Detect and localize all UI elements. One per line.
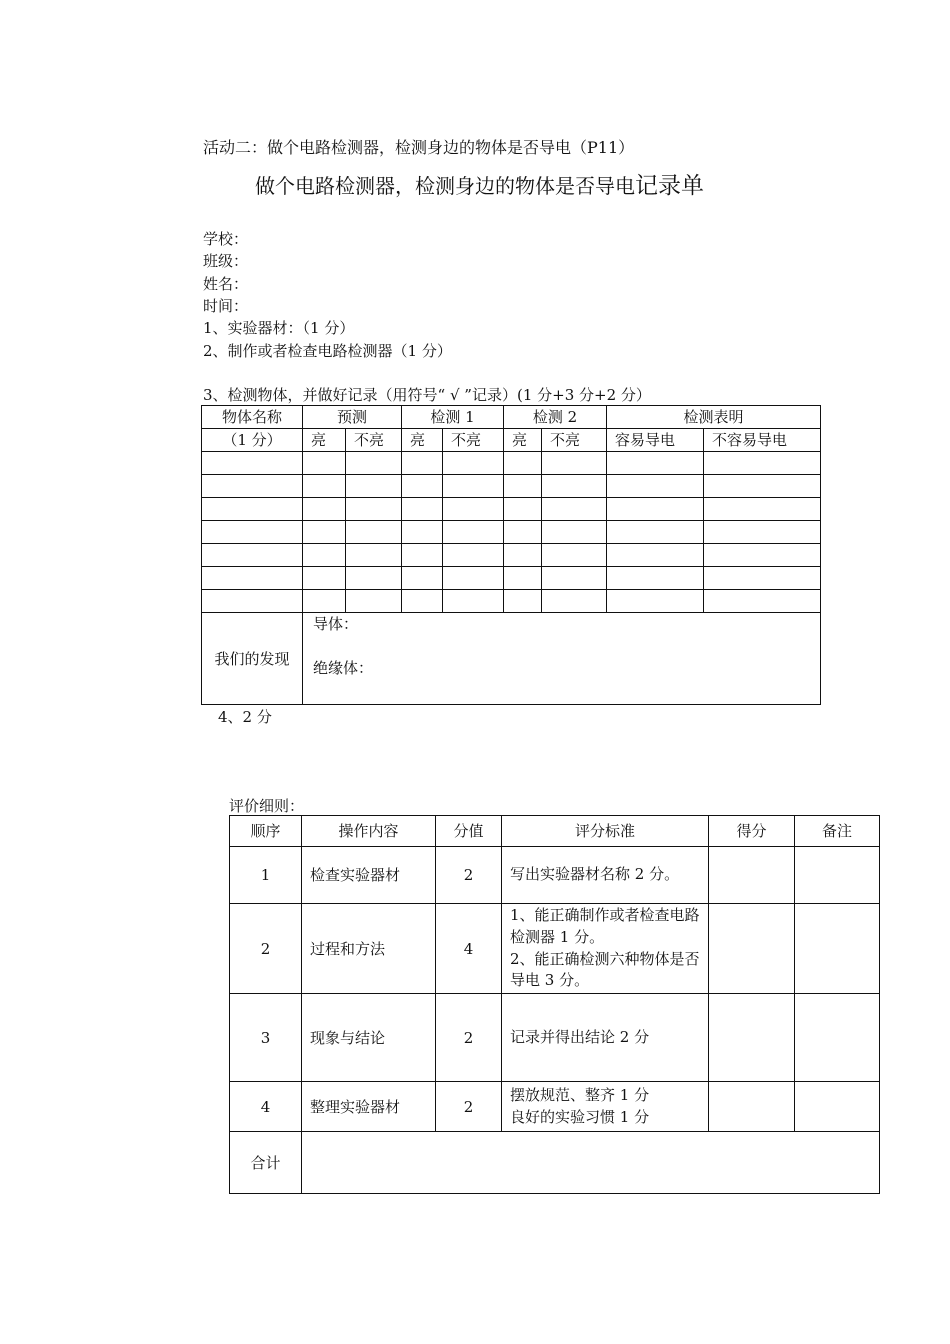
- school-field: 学校：: [203, 230, 249, 248]
- insulator-label: 绝缘体：: [313, 659, 374, 677]
- eval-order: 1: [230, 847, 302, 904]
- header-predict: 预测: [303, 406, 402, 429]
- eval-order: 2: [230, 904, 302, 994]
- item-3-test-objects: 3、检测物体，并做好记录（用符号“ √ ”记录）(1 分+3 分+2 分）: [203, 386, 651, 404]
- subheader-easy-conduct: 容易导电: [607, 429, 704, 452]
- eval-note-cell[interactable]: [795, 994, 880, 1082]
- eval-header-order: 顺序: [230, 816, 302, 847]
- eval-header-criteria: 评分标准: [502, 816, 709, 847]
- eval-criteria: 记录并得出结论 2 分: [502, 994, 709, 1082]
- item-4-score: 4、2 分: [218, 708, 272, 726]
- eval-content: 整理实验器材: [302, 1082, 436, 1132]
- table-row: [202, 590, 821, 613]
- eval-total-cell[interactable]: [302, 1132, 880, 1194]
- eval-content: 检查实验器材: [302, 847, 436, 904]
- eval-score: 4: [436, 904, 502, 994]
- eval-score: 2: [436, 994, 502, 1082]
- eval-score: 2: [436, 847, 502, 904]
- eval-header-got: 得分: [709, 816, 795, 847]
- eval-title: 评价细则：: [229, 797, 305, 815]
- findings-area[interactable]: [303, 613, 821, 705]
- table-row: [230, 847, 880, 904]
- object-cell[interactable]: [202, 498, 303, 521]
- eval-content: 过程和方法: [302, 904, 436, 994]
- header-object-name: 物体名称: [202, 406, 303, 429]
- eval-criteria: 1、能正确制作或者检查电路检测器 1 分。 2、能正确检测六种物体是否导电 3 分。: [502, 904, 709, 994]
- eval-header-note: 备注: [795, 816, 880, 847]
- findings-label: 我们的发现: [202, 613, 303, 705]
- header-result: 检测表明: [607, 406, 821, 429]
- object-cell[interactable]: [202, 590, 303, 613]
- eval-got-cell[interactable]: [709, 1082, 795, 1132]
- eval-order: 4: [230, 1082, 302, 1132]
- table-row: [202, 475, 821, 498]
- table-row: [202, 498, 821, 521]
- object-cell[interactable]: [202, 475, 303, 498]
- subheader-hard-conduct: 不容易导电: [704, 429, 821, 452]
- table-row: [230, 994, 880, 1082]
- name-field: 姓名：: [203, 275, 249, 293]
- evaluation-table: [229, 815, 880, 1194]
- eval-score: 2: [436, 1082, 502, 1132]
- table-row: [202, 452, 821, 475]
- subheader-lit: 亮: [402, 429, 443, 452]
- subheader-not-lit: 不亮: [346, 429, 402, 452]
- table-row: [202, 521, 821, 544]
- eval-criteria: 摆放规范、整齐 1 分 良好的实验习惯 1 分: [502, 1082, 709, 1132]
- record-table: [201, 405, 821, 705]
- class-field: 班级：: [203, 252, 249, 270]
- title-main: 做个电路检测器，检测身边的物体是否导电: [255, 174, 635, 198]
- record-sheet-title: [255, 173, 704, 201]
- object-cell[interactable]: [202, 544, 303, 567]
- eval-order: 3: [230, 994, 302, 1082]
- header-object-score: （1 分）: [202, 429, 303, 452]
- header-test-1: 检测 1: [402, 406, 504, 429]
- table-row: [230, 904, 880, 994]
- object-cell[interactable]: [202, 567, 303, 590]
- conductor-label: 导体：: [313, 615, 359, 633]
- eval-note-cell[interactable]: [795, 1082, 880, 1132]
- time-field: 时间：: [203, 297, 249, 315]
- eval-header-score: 分值: [436, 816, 502, 847]
- eval-criteria: 写出实验器材名称 2 分。: [502, 847, 709, 904]
- eval-header-content: 操作内容: [302, 816, 436, 847]
- table-row: [230, 1082, 880, 1132]
- header-test-2: 检测 2: [504, 406, 607, 429]
- subheader-lit: 亮: [303, 429, 346, 452]
- subheader-not-lit: 不亮: [542, 429, 607, 452]
- subheader-lit: 亮: [504, 429, 542, 452]
- eval-note-cell[interactable]: [795, 847, 880, 904]
- eval-note-cell[interactable]: [795, 904, 880, 994]
- eval-total-label: 合计: [230, 1132, 302, 1194]
- eval-got-cell[interactable]: [709, 994, 795, 1082]
- activity-heading: 活动二：做个电路检测器，检测身边的物体是否导电（P11）: [203, 138, 635, 157]
- eval-content: 现象与结论: [302, 994, 436, 1082]
- table-row: [202, 544, 821, 567]
- eval-got-cell[interactable]: [709, 847, 795, 904]
- item-2-make-detector: 2、制作或者检查电路检测器（1 分）: [203, 342, 452, 360]
- title-suffix: 记录单: [635, 173, 704, 199]
- item-1-materials: 1、实验器材：（1 分）: [203, 319, 355, 337]
- table-row: [202, 567, 821, 590]
- object-cell[interactable]: [202, 452, 303, 475]
- eval-got-cell[interactable]: [709, 904, 795, 994]
- object-cell[interactable]: [202, 521, 303, 544]
- subheader-not-lit: 不亮: [443, 429, 504, 452]
